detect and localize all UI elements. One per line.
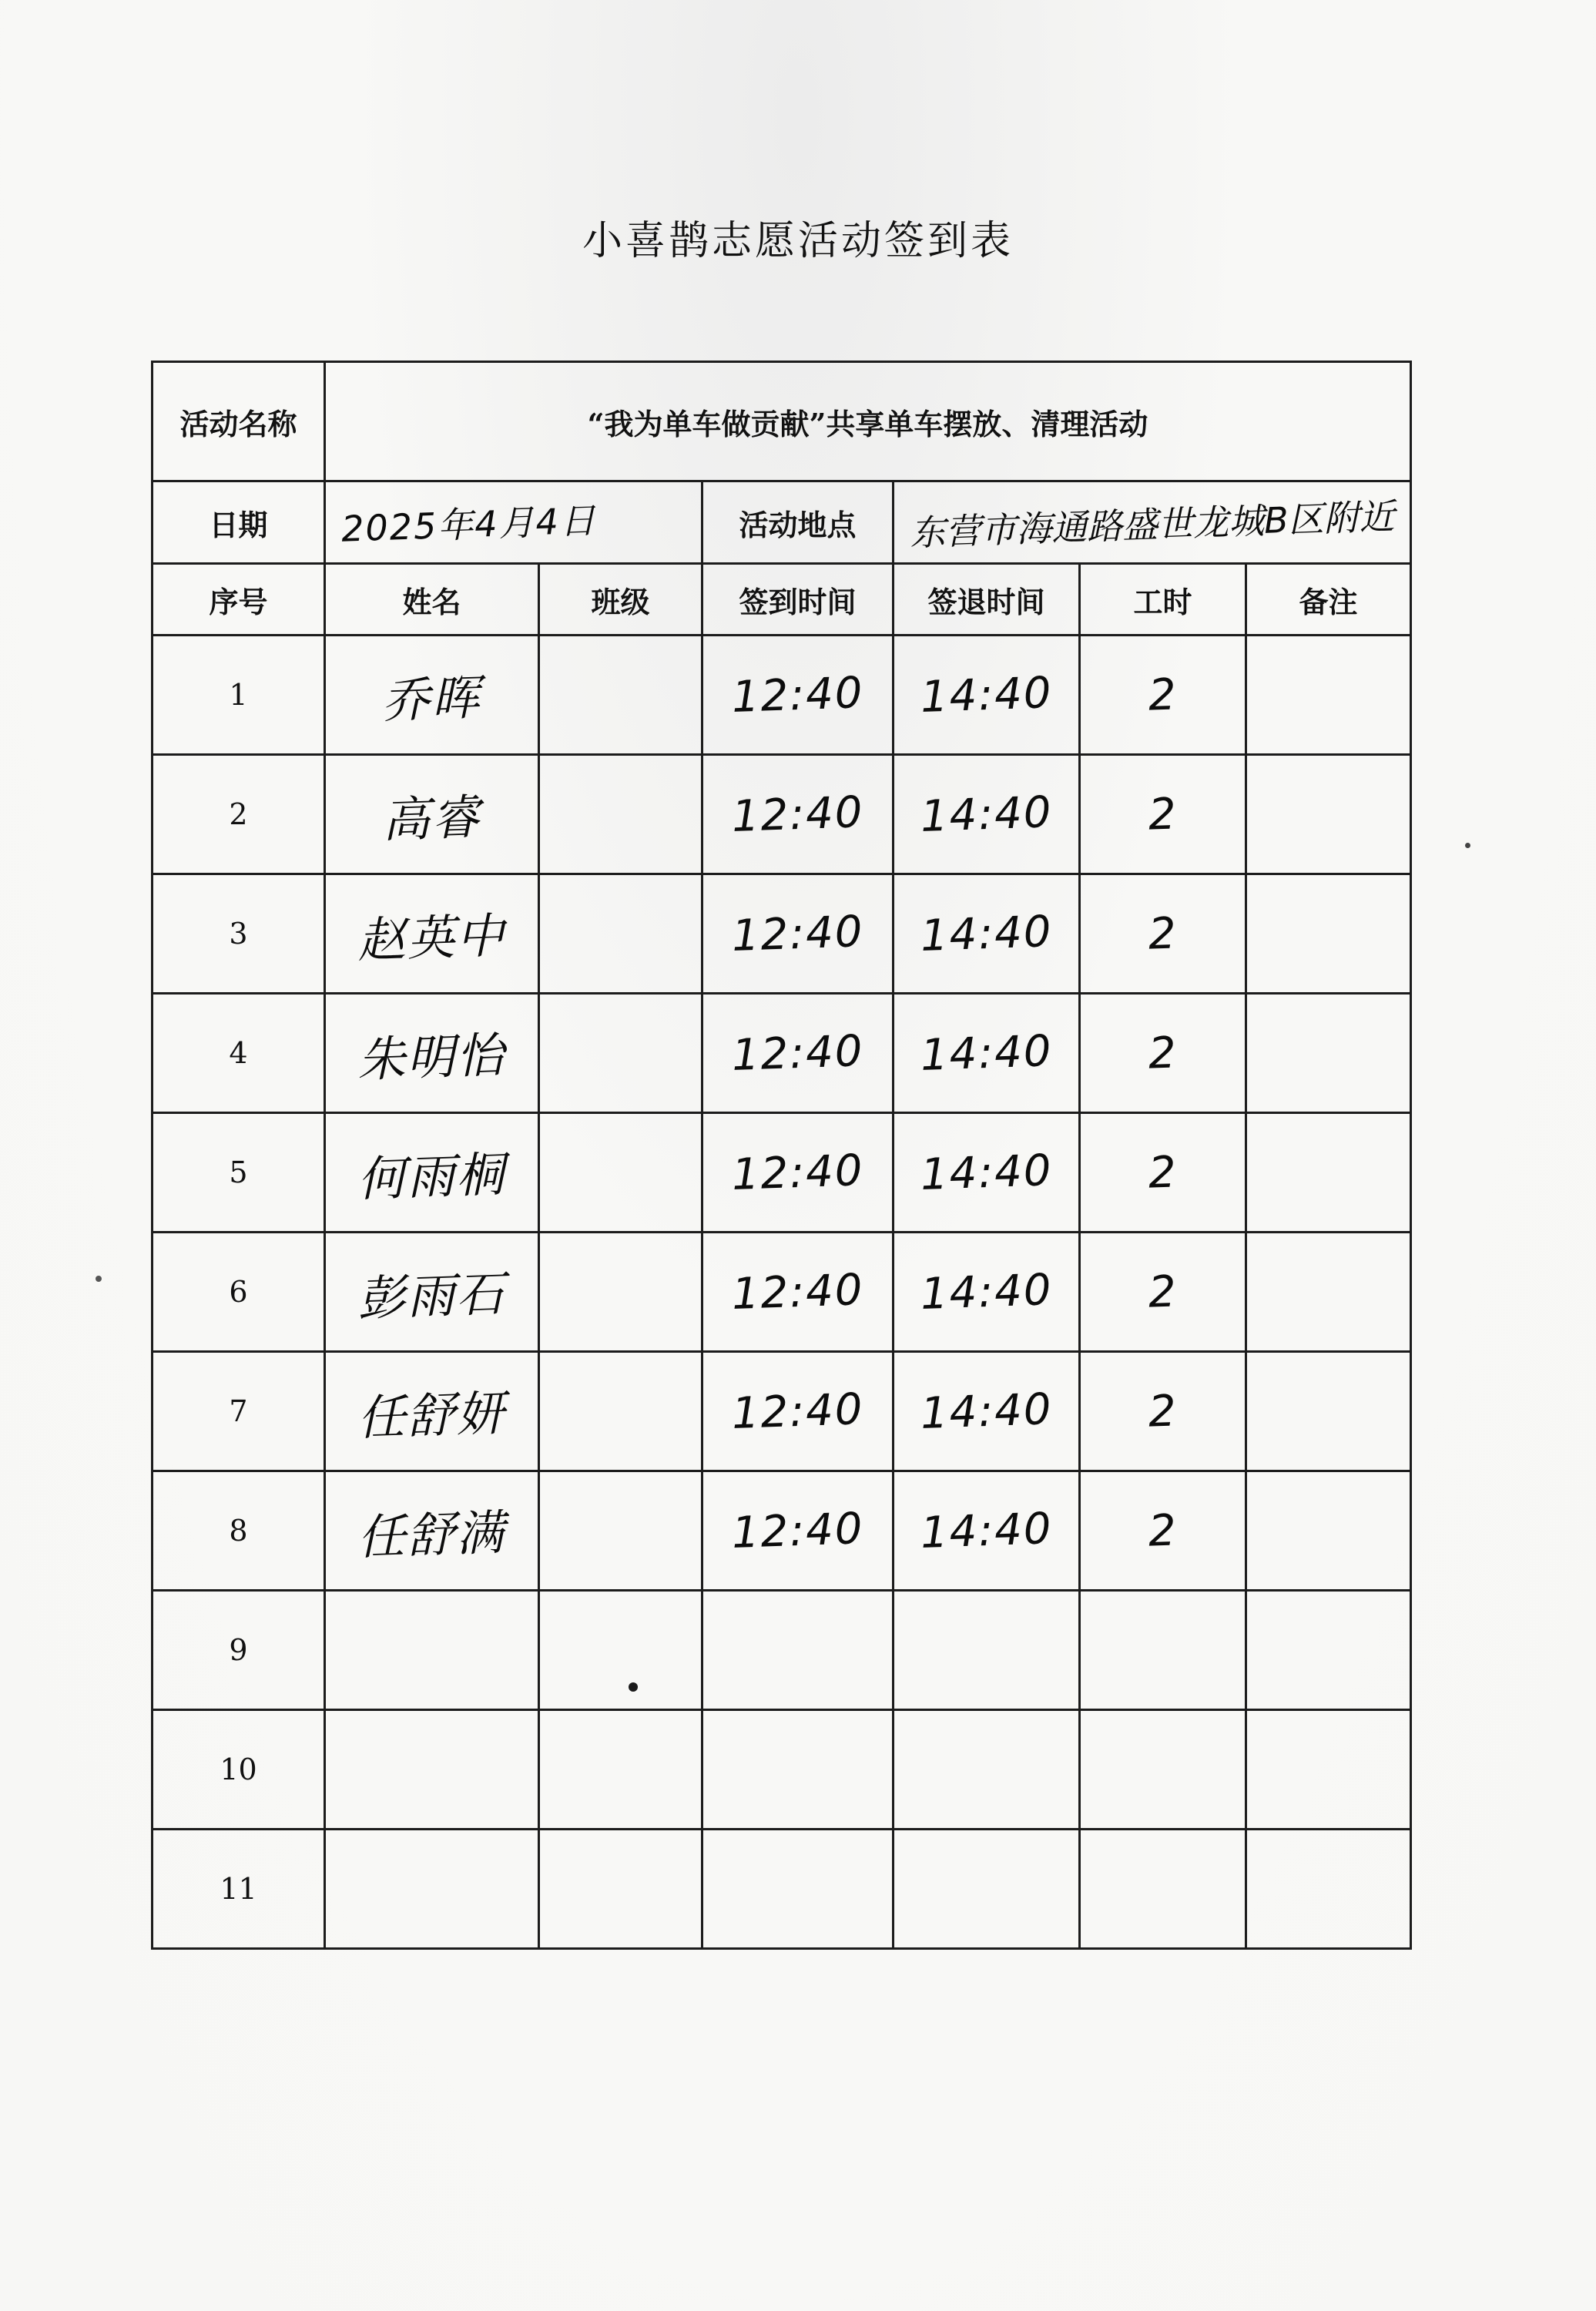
table-row	[153, 1233, 1411, 1352]
row-hours: 2	[1147, 1504, 1179, 1557]
row-class-cell	[539, 1113, 702, 1233]
row-sign-out-cell	[894, 1113, 1080, 1233]
row-remark-cell	[1246, 1591, 1411, 1710]
row-sign-out: 14:40	[919, 667, 1054, 723]
activity-name-label: 活动名称	[153, 362, 325, 481]
row-remark-cell	[1246, 994, 1411, 1113]
row-hours-cell	[1080, 1233, 1246, 1352]
row-name-cell	[325, 1471, 539, 1591]
row-sign-out: 14:40	[919, 1145, 1054, 1200]
table-row	[153, 994, 1411, 1113]
row-sign-in: 12:40	[730, 787, 865, 842]
row-sign-in: 12:40	[730, 1384, 865, 1439]
row-hours-cell	[1080, 1591, 1246, 1710]
date-value-cell	[325, 481, 702, 564]
row-class-cell	[539, 1233, 702, 1352]
row-sign-in: 12:40	[730, 1264, 865, 1320]
row-index: 9	[229, 1633, 248, 1667]
table-row	[153, 1113, 1411, 1233]
row-name: 高睿	[381, 788, 482, 848]
row-index: 1	[229, 678, 248, 712]
row-sign-in: 12:40	[730, 1025, 865, 1081]
row-name-cell	[325, 1233, 539, 1352]
table-row	[153, 636, 1411, 755]
table-row	[153, 755, 1411, 874]
row-hours: 2	[1147, 907, 1179, 960]
location-value-cell	[894, 481, 1411, 564]
row-sign-in-cell	[702, 1233, 894, 1352]
row-name: 何雨桐	[357, 1145, 507, 1207]
row-sign-in-cell	[702, 994, 894, 1113]
row-class-cell	[539, 994, 702, 1113]
ink-speck	[96, 1276, 102, 1282]
table-row	[153, 1471, 1411, 1591]
row-name-cell	[325, 755, 539, 874]
row-name-cell	[325, 1591, 539, 1710]
row-class-cell	[539, 636, 702, 755]
row-index: 4	[229, 1036, 248, 1070]
table-row	[153, 1591, 1411, 1710]
row-remark-cell	[1246, 874, 1411, 994]
row-hours-cell	[1080, 755, 1246, 874]
row-sign-in-cell	[702, 1591, 894, 1710]
row-hours: 2	[1147, 1027, 1179, 1079]
row-index: 2	[229, 797, 248, 831]
row-name: 朱明怡	[357, 1026, 507, 1088]
row-hours-cell	[1080, 1830, 1246, 1949]
row-sign-in: 12:40	[730, 667, 865, 723]
table-row	[153, 1830, 1411, 1949]
row-name-cell	[325, 636, 539, 755]
row-hours-cell	[1080, 636, 1246, 755]
row-index-cell	[153, 1471, 325, 1591]
row-remark-cell	[1246, 1710, 1411, 1830]
row-sign-out-cell	[894, 755, 1080, 874]
page-title: 小喜鹊志愿活动签到表	[582, 218, 1014, 264]
row-class-cell	[539, 755, 702, 874]
row-sign-out: 14:40	[919, 787, 1054, 842]
row-index: 3	[229, 917, 248, 951]
row-class-cell	[539, 874, 702, 994]
row-index-cell	[153, 874, 325, 994]
row-sign-out-cell	[894, 994, 1080, 1113]
row-index-cell	[153, 1710, 325, 1830]
row-sign-in-cell	[702, 755, 894, 874]
row-sign-out-cell	[894, 1471, 1080, 1591]
row-remark-cell	[1246, 1233, 1411, 1352]
row-hours-cell	[1080, 1710, 1246, 1830]
row-class-cell	[539, 1710, 702, 1830]
row-sign-in: 12:40	[730, 906, 865, 961]
row-sign-in: 12:40	[730, 1145, 865, 1200]
table-row	[153, 1710, 1411, 1830]
row-index-cell	[153, 1591, 325, 1710]
row-remark-cell	[1246, 636, 1411, 755]
row-sign-in-cell	[702, 636, 894, 755]
date-value: 2025年4月4日	[340, 499, 598, 550]
row-name-cell	[325, 1830, 539, 1949]
sign-in-table	[151, 361, 1412, 1950]
header-class: 班级	[539, 564, 702, 636]
row-name: 乔晖	[381, 669, 482, 729]
row-name-cell	[325, 1352, 539, 1471]
row-sign-out-cell	[894, 1352, 1080, 1471]
row-sign-out-cell	[894, 636, 1080, 755]
row-sign-out-cell	[894, 874, 1080, 994]
row-name-cell	[325, 1710, 539, 1830]
table-row	[153, 1352, 1411, 1471]
row-name: 任舒满	[357, 1504, 507, 1565]
row-sign-in-cell	[702, 1352, 894, 1471]
location-value: 东营市海通路盛世龙城B区附近	[909, 495, 1396, 554]
row-class-cell	[539, 1471, 702, 1591]
row-sign-out: 14:40	[919, 906, 1054, 961]
row-index: 11	[220, 1872, 257, 1906]
date-label: 日期	[153, 481, 325, 564]
row-index: 10	[220, 1753, 257, 1786]
row-hours-cell	[1080, 1352, 1246, 1471]
activity-name-value: “我为单车做贡献”共享单车摆放、清理活动	[325, 362, 1411, 481]
header-name: 姓名	[325, 564, 539, 636]
row-hours: 2	[1147, 1146, 1179, 1199]
header-hours: 工时	[1080, 564, 1246, 636]
row-name-cell	[325, 1113, 539, 1233]
row-remark-cell	[1246, 1830, 1411, 1949]
row-sign-out: 14:40	[919, 1025, 1054, 1081]
location-label: 活动地点	[702, 481, 894, 564]
row-hours-cell	[1080, 874, 1246, 994]
row-name: 彭雨石	[357, 1265, 507, 1327]
row-hours-cell	[1080, 1471, 1246, 1591]
row-remark-cell	[1246, 1471, 1411, 1591]
row-index-cell	[153, 1352, 325, 1471]
ink-speck	[629, 1682, 638, 1692]
row-index: 5	[229, 1156, 248, 1189]
row-index: 8	[229, 1514, 248, 1548]
header-sign-in: 签到时间	[702, 564, 894, 636]
row-index: 7	[229, 1394, 248, 1428]
row-index: 6	[229, 1275, 248, 1309]
row-class-cell	[539, 1830, 702, 1949]
row-sign-out: 14:40	[919, 1264, 1054, 1320]
row-sign-out-cell	[894, 1591, 1080, 1710]
row-index-cell	[153, 1830, 325, 1949]
row-sign-out: 14:40	[919, 1503, 1054, 1558]
activity-name-row	[153, 362, 1411, 481]
row-sign-in-cell	[702, 1471, 894, 1591]
row-sign-out-cell	[894, 1830, 1080, 1949]
row-hours: 2	[1147, 1385, 1179, 1437]
header-index: 序号	[153, 564, 325, 636]
row-sign-out-cell	[894, 1710, 1080, 1830]
row-name: 任舒妍	[357, 1384, 507, 1446]
date-location-row	[153, 481, 1411, 564]
row-sign-out: 14:40	[919, 1384, 1054, 1439]
header-row	[153, 564, 1411, 636]
row-hours: 2	[1147, 788, 1179, 840]
table-row	[153, 874, 1411, 994]
header-remark: 备注	[1246, 564, 1411, 636]
ink-speck	[1465, 843, 1470, 848]
row-sign-in: 12:40	[730, 1503, 865, 1558]
row-index-cell	[153, 1113, 325, 1233]
row-name-cell	[325, 994, 539, 1113]
header-sign-out: 签退时间	[894, 564, 1080, 636]
row-hours-cell	[1080, 1113, 1246, 1233]
row-sign-in-cell	[702, 874, 894, 994]
row-sign-in-cell	[702, 1830, 894, 1949]
row-hours-cell	[1080, 994, 1246, 1113]
row-index-cell	[153, 994, 325, 1113]
row-sign-in-cell	[702, 1710, 894, 1830]
row-hours: 2	[1147, 669, 1179, 721]
row-class-cell	[539, 1352, 702, 1471]
row-name-cell	[325, 874, 539, 994]
row-sign-out-cell	[894, 1233, 1080, 1352]
row-name: 赵英中	[357, 907, 507, 968]
row-index-cell	[153, 755, 325, 874]
row-remark-cell	[1246, 1113, 1411, 1233]
row-index-cell	[153, 636, 325, 755]
row-remark-cell	[1246, 1352, 1411, 1471]
row-hours: 2	[1147, 1266, 1179, 1318]
row-sign-in-cell	[702, 1113, 894, 1233]
row-class-cell	[539, 1591, 702, 1710]
row-remark-cell	[1246, 755, 1411, 874]
row-index-cell	[153, 1233, 325, 1352]
